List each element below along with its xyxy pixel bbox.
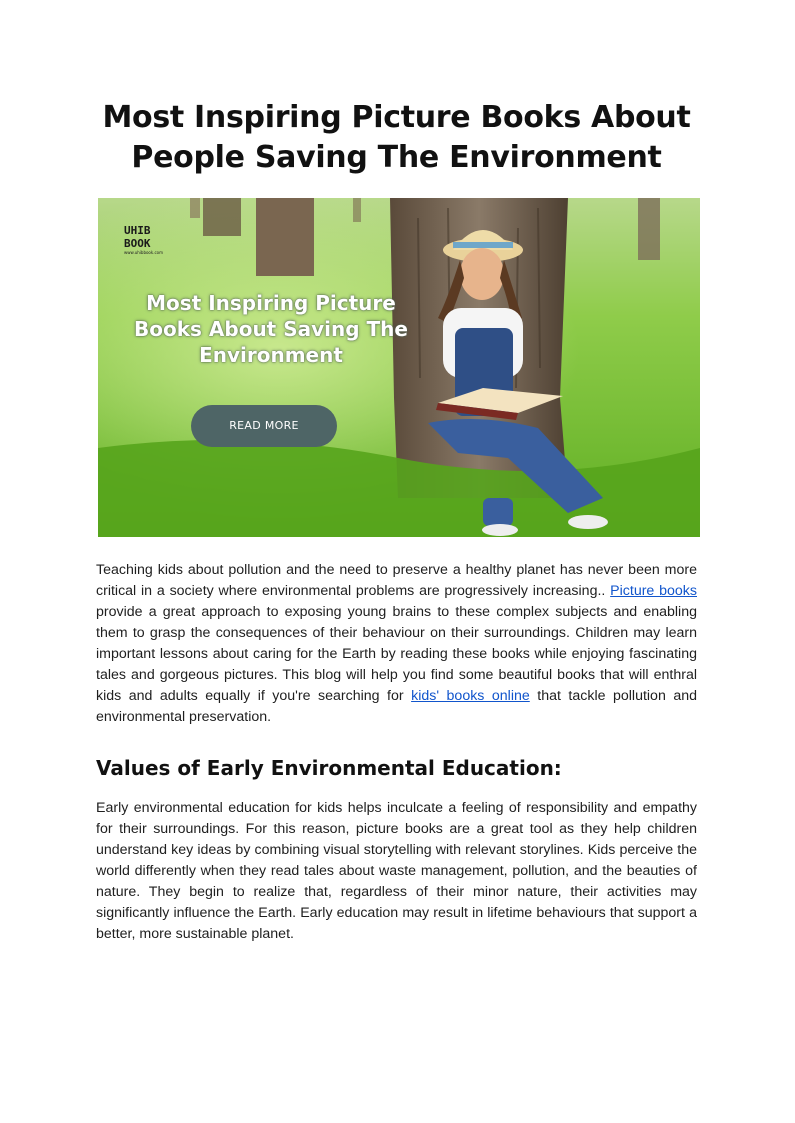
hero-banner-image <box>98 198 700 537</box>
kids-books-online-link[interactable]: kids' books online <box>411 688 530 704</box>
logo-url: www.uhibbook.com <box>124 250 164 255</box>
section-heading: Values of Early Environmental Education: <box>96 756 562 780</box>
intro-text-1: Teaching kids about pollution and the need to preserve a healthy planet has never been more critical in a society where environmental problems are progressively increasing.. <box>96 562 697 599</box>
logo-line-1: UHIB <box>124 224 151 237</box>
picture-books-link[interactable]: Picture books <box>610 583 697 599</box>
brand-logo <box>124 224 164 274</box>
hero-heading: Most Inspiring Picture Books About Saving The Environment <box>134 291 408 367</box>
intro-text-3: that tackle pollution and environmental preservation. <box>96 688 698 725</box>
section-paragraph: Early environmental education for kids helps inculcate a feeling of responsibility and empathy for their surroundings. For this reason, picture books are a great tool as they help children understand key ideas by combining visual storytelling with relevant storylines. Kids perceive the world differently when they read tales about waste management, pollution, and the beauties of nature. They begin to realize that, regardless of their minor nature, their activities may significantly influence the Earth. Early education may result in lifetime behaviours that support a better, more sustainable planet. <box>96 800 697 942</box>
read-more-button[interactable]: READ MORE <box>191 405 337 447</box>
page-title: Most Inspiring Picture Books About People Saving The Environment <box>102 100 691 175</box>
intro-paragraph <box>96 560 697 728</box>
intro-text-2: provide a great approach to exposing young brains to these complex subjects and enabling them to grasp the consequences of their behaviour on their surroundings. Children may learn important lessons about caring for the Earth by reading these books while enjoying fascinating tales and gorgeous pictures. This blog will help you find some beautiful books that will enthral kids and adults equally if you're searching for <box>96 604 697 704</box>
logo-line-2: BOOK <box>124 237 151 250</box>
